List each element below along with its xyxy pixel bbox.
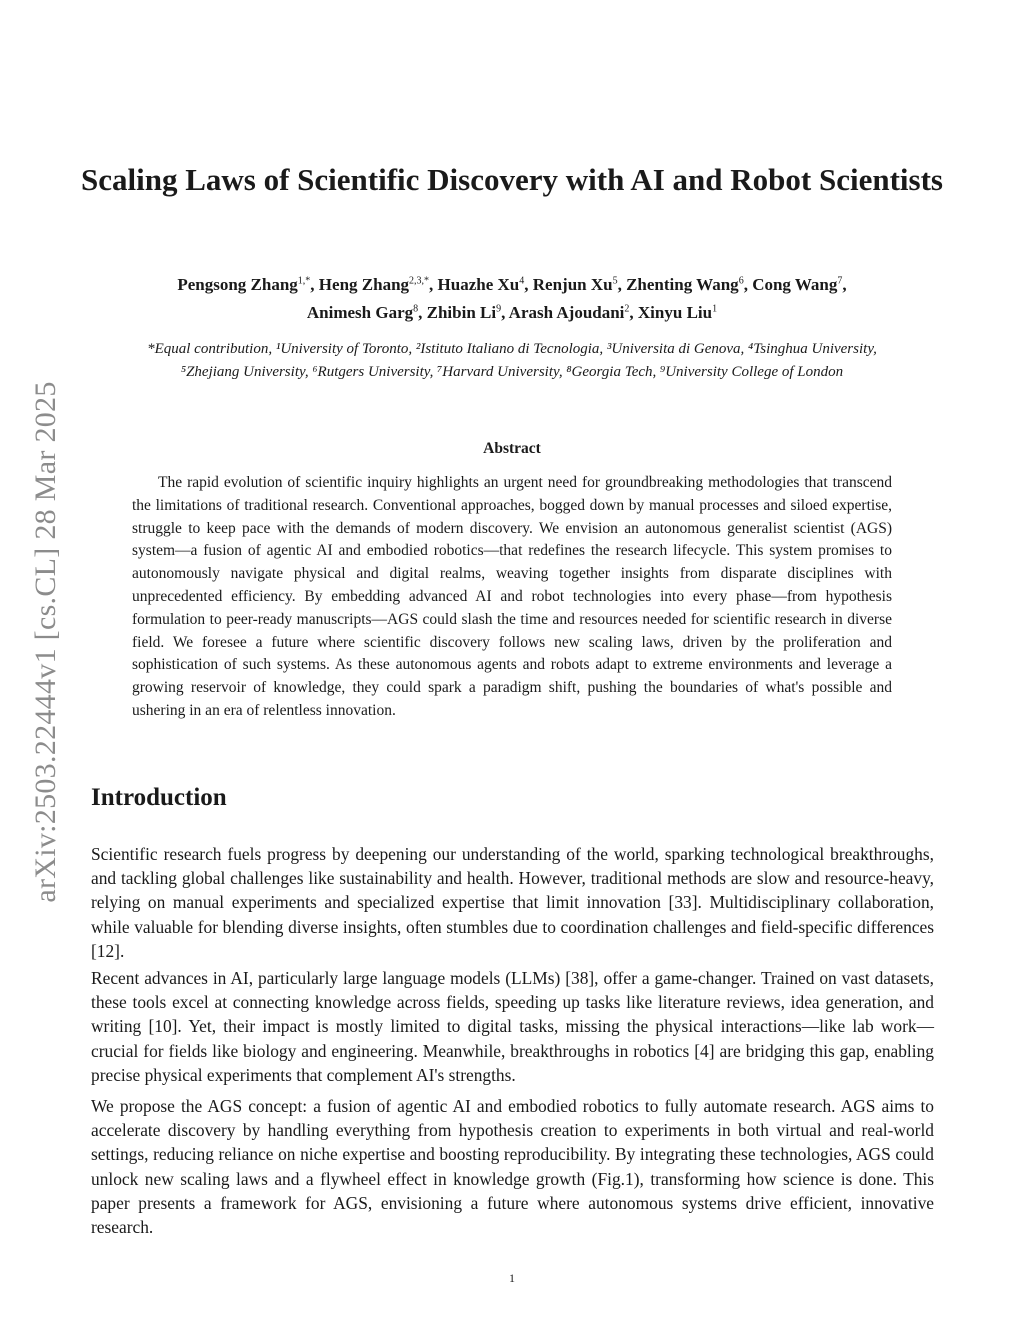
affiliations-line-1: *Equal contribution, ¹University of Toronto, ²Istituto Italiano di Tecnologia, ³Universita di Genova, ⁴Tsinghua University, <box>147 341 877 357</box>
author-affil-mark: 9 <box>496 303 502 315</box>
author-name: Zhenting Wang <box>626 274 739 294</box>
author-name: Xinyu Liu <box>637 303 713 323</box>
author-affil-mark: 7 <box>837 275 843 286</box>
abstract-heading: Abstract <box>483 440 541 457</box>
author-affil-mark: 8 <box>413 303 419 315</box>
author-name: Heng Zhang <box>318 274 410 294</box>
author-line-1: Pengsong Zhang$^{1,*}$, Heng Zhang$^{2,3,*}$, Huazhe Xu$^4$, Renjun Xu$^5$, Zhenting Wang$^6$, Cong Wang$^7$, <box>177 274 847 294</box>
author-affil-mark: 2 <box>624 303 630 315</box>
paper-title: Scaling Laws of Scientific Discovery with AI and Robot Scientists <box>81 162 943 197</box>
intro-paragraph-2: Recent advances in AI, particularly large language models (LLMs) [38], offer a game-changer. Trained on vast datasets, these tools excel at connecting knowledge across fields, speeding up tasks like literature reviews, idea generation, and writing [10]. Yet, their impact is mostly limited to digital tasks, missing the physical interactions—like lab work—crucial for fields like biology and engineering. Meanwhile, breakthroughs in robotics [4] are bridging this gap, enabling precise physical experiments that complement AI's strengths. <box>91 968 934 1085</box>
author-affil-mark: 4 <box>519 275 525 286</box>
author-name: Animesh Garg <box>306 303 414 323</box>
abstract-text: The rapid evolution of scientific inquiry highlights an urgent need for groundbreaking methodologies that transcend the limitations of traditional research. Conventional approaches, bogged down by manual processes and siloed expertise, struggle to keep pace with the demands of modern discovery. We envision an autonomous generalist scientist (AGS) system—a fusion of agentic AI and embodied robotics—that redefines the research lifecycle. This system promises to autonomously navigate physical and digital realms, weaving together insights from disparate disciplines with unprecedented efficiency. By embedding advanced AI and robot technologies into every phase—from hypothesis formulation to peer-ready manuscripts—AGS could slash the time and resources needed for scientific research in diverse field. We foresee a future where scientific discovery follows new scaling laws, driven by the proliferation and sophistication of such systems. As these autonomous agents and robots adapt to extreme environments and leverage a growing reservoir of knowledge, they could spark a paradigm shift, pushing the boundaries of what's possible and ushering in an era of relentless innovation. <box>132 474 892 719</box>
affiliations <box>70 338 954 384</box>
author-affil-mark: 6 <box>738 275 744 286</box>
author-affil-mark: 1,* <box>297 275 311 286</box>
author-affil-mark: 1 <box>712 303 718 315</box>
author-affil-mark: 2,3,* <box>409 275 430 286</box>
author-name: Arash Ajoudani <box>508 303 625 323</box>
author-name: Renjun Xu <box>532 274 613 294</box>
introduction-heading: Introduction <box>91 784 227 811</box>
author-affil-mark: 5 <box>612 275 618 286</box>
affiliations-line-2: ⁵Zhejiang University, ⁶Rutgers University, ⁷Harvard University, ⁸Georgia Tech, ⁹University College of London <box>180 364 844 380</box>
page-number: 1 <box>509 1271 515 1285</box>
author-name: Pengsong Zhang <box>177 274 298 294</box>
author-list <box>100 268 924 325</box>
author-line-2: Animesh Garg$^8$, Zhibin Li$^9$, Arash Ajoudani$^2$, Xinyu Liu$^1$ <box>306 303 718 323</box>
intro-paragraph-1: Scientific research fuels progress by deepening our understanding of the world, sparking technological breakthroughs, and tackling global challenges like sustainability and health. However, traditional methods are slow and resource-heavy, relying on manual experiments and specialized expertise that limit innovation [33]. Multidisciplinary collaboration, while valuable for blending diverse insights, often stumbles due to coordination challenges and field-specific differences [12]. <box>91 844 934 961</box>
author-name: Zhibin Li <box>426 303 497 323</box>
intro-paragraph-3: We propose the AGS concept: a fusion of agentic AI and embodied robotics to fully automate research. AGS aims to accelerate discovery by handling everything from hypothesis creation to experiments in both virtual and real-world settings, reducing reliance on niche expertise and boosting reproducibility. By integrating these technologies, AGS could unlock new scaling laws and a flywheel effect in knowledge growth (Fig.1), transforming how science is done. This paper presents a framework for AGS, envisioning a future where autonomous systems drive efficient, innovative research. <box>91 1096 934 1238</box>
author-name: Huazhe Xu <box>437 274 520 294</box>
arxiv-identifier-stamp[interactable]: arXiv:2503.22444v1 [cs.CL] 28 Mar 2025 <box>29 381 62 903</box>
author-name: Cong Wang <box>752 274 838 294</box>
